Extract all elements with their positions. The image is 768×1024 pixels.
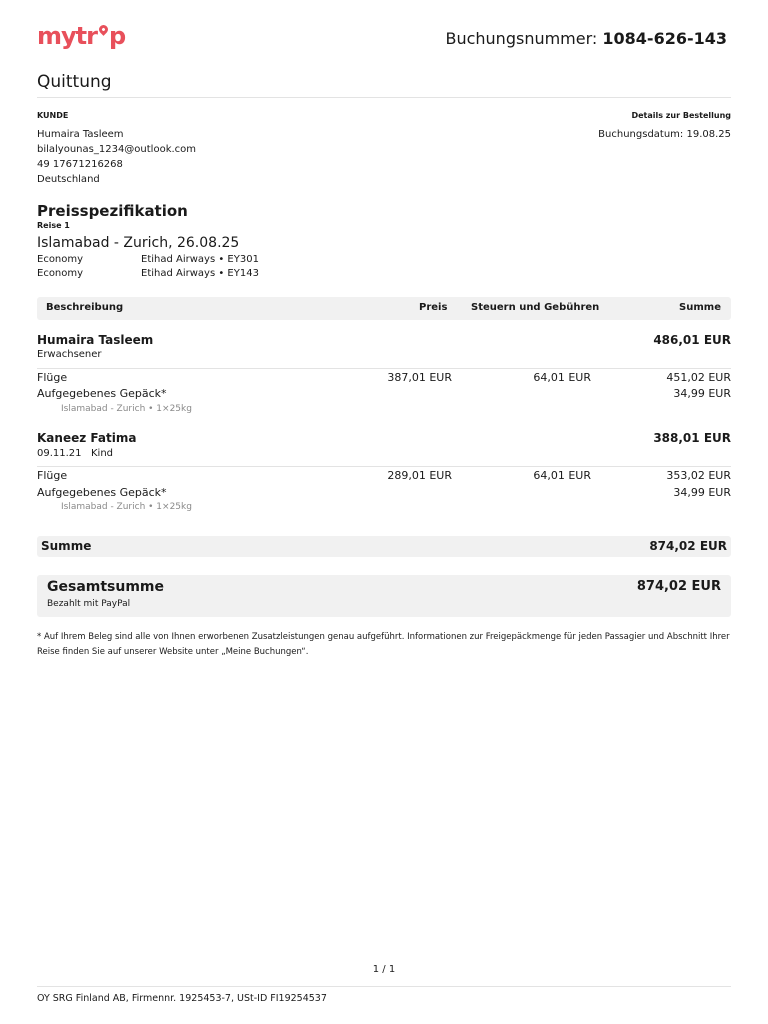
trip-label: Reise 1 <box>37 221 70 230</box>
title-divider <box>37 97 731 98</box>
segment-class: Economy <box>37 268 84 279</box>
row-divider <box>37 368 731 369</box>
sum-value: 874,02 EUR <box>649 539 727 553</box>
customer-country: Deutschland <box>37 174 100 185</box>
flights-price: 289,01 EUR <box>387 469 452 482</box>
logo-text-right: p <box>108 22 126 50</box>
page-title: Quittung <box>37 72 112 92</box>
segment-flight: Etihad Airways • EY143 <box>141 268 259 279</box>
flights-price: 387,01 EUR <box>387 371 452 384</box>
trip-route: Islamabad - Zurich, 26.08.25 <box>37 235 240 251</box>
payment-method: Bezahlt mit PayPal <box>47 599 131 609</box>
flights-sum: 451,02 EUR <box>666 371 731 384</box>
passenger-type: Erwachsener <box>37 349 102 360</box>
bag-detail: Islamabad - Zurich • 1×25kg <box>61 404 192 414</box>
header-total: Summe <box>679 302 721 313</box>
grand-total-box <box>37 575 731 617</box>
flights-label: Flüge <box>37 469 68 482</box>
customer-label: KUNDE <box>37 111 69 120</box>
header-description: Beschreibung <box>46 302 124 313</box>
company-footer: OY SRG Finland AB, Firmennr. 1925453-7, USt-ID FI19254537 <box>37 993 327 1004</box>
segment-class: Economy <box>37 254 84 265</box>
header-price: Preis <box>419 302 448 313</box>
bag-sum: 34,99 EUR <box>673 486 731 499</box>
flights-label: Flüge <box>37 371 68 384</box>
table-header <box>37 297 731 320</box>
bag-label: Aufgegebenes Gepäck* <box>37 486 167 499</box>
row-divider <box>37 466 731 467</box>
customer-email: bilalyounas_1234@outlook.com <box>37 144 197 155</box>
flights-taxes: 64,01 EUR <box>533 469 591 482</box>
logo-text-left: myt <box>37 22 87 50</box>
passenger-name: Humaira Tasleem <box>37 333 154 347</box>
sum-label: Summe <box>41 539 92 553</box>
grand-total-label: Gesamtsumme <box>47 579 165 595</box>
footer-divider <box>37 986 731 987</box>
passenger-total: 486,01 EUR <box>653 333 731 347</box>
price-spec-title: Preisspezifikation <box>37 202 188 220</box>
flights-sum: 353,02 EUR <box>666 469 731 482</box>
passenger-total: 388,01 EUR <box>653 431 731 445</box>
receipt-page <box>37 0 731 1024</box>
order-details-block <box>431 108 731 142</box>
baggage-note: * Auf Ihrem Beleg sind alle von Ihnen erworbenen Zusatzleistungen genau aufgeführt. Informationen zur Freigepäckmenge für jeden Passagier und Abschnitt Ihrer Reise finden Sie auf unserer Website unter „Meine Buchungen“. <box>37 632 730 657</box>
sum-row <box>37 536 731 557</box>
bag-detail: Islamabad - Zurich • 1×25kg <box>61 502 192 512</box>
grand-total-value: 874,02 EUR <box>636 579 721 594</box>
customer-phone: 49 17671216268 <box>37 159 123 170</box>
booking-number <box>445 29 727 48</box>
booking-number-label: Buchungsnummer: <box>445 29 598 48</box>
passenger-name: Kaneez Fatima <box>37 431 137 445</box>
logo-text-r: r <box>86 22 97 50</box>
flights-taxes: 64,01 EUR <box>533 371 591 384</box>
passenger-birthdate: 09.11.21 <box>37 448 82 459</box>
logo-pin-icon <box>97 24 109 48</box>
customer-name: Humaira Tasleem <box>37 129 124 140</box>
mytrip-logo <box>37 22 125 50</box>
bag-sum: 34,99 EUR <box>673 387 731 400</box>
booking-date: Buchungsdatum: 19.08.25 <box>598 129 731 140</box>
page-number: 1 / 1 <box>372 964 396 975</box>
bag-label: Aufgegebenes Gepäck* <box>37 387 167 400</box>
header-taxes: Steuern und Gebühren <box>471 302 600 313</box>
passenger-type: Kind <box>91 448 114 459</box>
booking-number-value: 1084-626-143 <box>602 29 727 48</box>
segment-flight: Etihad Airways • EY301 <box>141 254 259 265</box>
customer-block <box>37 108 367 187</box>
order-details-label: Details zur Bestellung <box>631 111 731 120</box>
